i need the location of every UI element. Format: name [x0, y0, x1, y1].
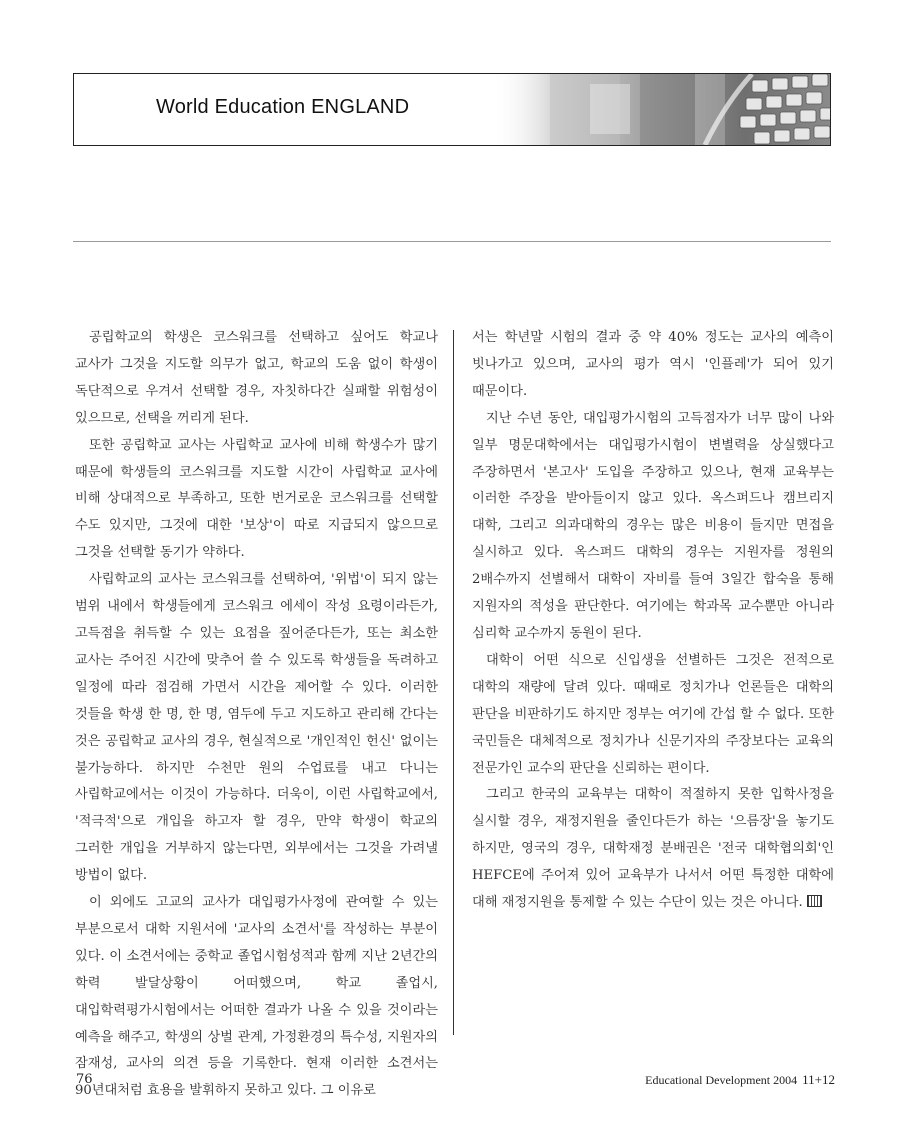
- paragraph: 지난 수년 동안, 대입평가시험의 고득점자가 너무 많이 나와 일부 명문대학에서는 대입평가시험이 변별력을 상실했다고 주장하면서 '본고사' 도입을 주장하고 있으나, 현재 교육부는 이러한 주장을 받아들이지 않고 있다. 옥스퍼드나 캠브리지 대학, 그리고 의과대학의 경우는 많은 비용이 들지만 면접을 실시하고 있다. 옥스퍼드 대학의 경우는 지원자를 정원의 2배수까지 선별해서 대학이 자비를 들여 3일간 합숙을 통해 지원자의 적성을 판단한다. 여기에는 학과목 교수뿐만 아니라 심리학 교수까지 동원이 된다.: [472, 410, 834, 641]
- right-column: [472, 325, 834, 917]
- paragraph: 공립학교의 학생은 코스워크를 선택하고 싶어도 학교나 교사가 그것을 지도할 의무가 없고, 학교의 도움 없이 학생이 독단적으로 우겨서 선택할 경우, 자칫하다간 실패할 위험성이 있으므로, 선택을 꺼리게 된다.: [75, 330, 438, 426]
- left-column: [75, 325, 438, 1105]
- column-divider: [453, 330, 454, 1035]
- paragraph: 또한 공립학교 교사는 사립학교 교사에 비해 학생수가 많기 때문에 학생들의 코스워크를 지도할 시간이 사립학교 교사에 비해 상대적으로 부족하고, 또한 번거로운 코스워크를 선택할 수도 있지만, 그것에 대한 '보상'이 따로 지급되지 않으므로 그것을 선택할 동기가 약하다.: [75, 437, 438, 561]
- final-paragraph: [472, 782, 834, 917]
- header-divider: [73, 241, 831, 242]
- journal-name: Educational Development 2004: [645, 1073, 798, 1087]
- paragraph: 이 외에도 고교의 교사가 대입평가사정에 관여할 수 있는 부분으로서 대학 지원서에 '교사의 소견서'를 작성하는 부분이 있다. 이 소견서에는 중학교 졸업시험성적과 함께 지난 2년간의 학력 발달상황이 어떠했으며, 학교 졸업시, 대입학력평가시험에서는 어떠한 결과가 나올 수 있을 것이라는 예측을 해주고, 학생의 상벌 관계, 가정환경의 특수성, 지원자의 잠재성, 교사의 의견 등을 기록한다. 현재 이러한 소견서는 90년대처럼 효용을 발휘하지 못하고 있다. 그 이유로: [75, 895, 438, 1099]
- header-keyboard-image: [490, 74, 830, 145]
- section-title: World Education ENGLAND: [156, 96, 410, 118]
- journal-footer: [645, 1072, 835, 1088]
- paragraph: 서는 학년말 시험의 결과 중 약 40% 정도는 교사의 예측이 빗나가고 있으며, 교사의 평가 역시 '인플레'가 되어 있기 때문이다.: [472, 330, 834, 399]
- end-of-article-icon: [807, 895, 822, 907]
- paragraph-text: 그리고 한국의 교육부는 대학이 적절하지 못한 입학사정을 실시할 경우, 재정지원을 줄인다든가 하는 '으름장'을 놓기도 하지만, 영국의 경우, 대학재정 분배권은 '전국 대학협의회'인 HEFCE에 주어져 있어 교육부가 나서서 어떤 특정한 대학에 대해 재정지원을 통제할 수 있는 수단이 있는 것은 아니다.: [472, 787, 834, 911]
- paragraph: 사립학교의 교사는 코스워크를 선택하여, '위법'이 되지 않는 범위 내에서 학생들에게 코스워크 에세이 작성 요령이라든가, 고득점을 취득할 수 있는 요점을 짚어준다든가, 또는 최소한 교사는 주어진 시간에 맞추어 쓸 수 있도록 학생들을 독려하고 일정에 따라 점검해 가면서 시간을 제어할 수 있다. 이러한 것들을 학생 한 명, 한 명, 염두에 두고 지도하고 관리해 간다는 것은 공립학교 교사의 경우, 현실적으로 '개인적인 헌신' 없이는 불가능하다. 하지만 수천만 원의 수업료를 내고 다니는 사립학교에서는 이것이 가능하다. 더욱이, 이런 사립학교에서, '적극적'으로 개입을 하고자 할 경우, 만약 학생이 학교의 그러한 개입을 거부하지 않는다면, 외부에서는 그것을 가려낼 방법이 없다.: [75, 572, 438, 884]
- section-header: [73, 73, 831, 146]
- paragraph: 대학이 어떤 식으로 신입생을 선별하든 그것은 전적으로 대학의 재량에 달려 있다. 때때로 정치가나 언론들은 대학의 판단을 비판하기도 하지만 정부는 여기에 간섭 할 수 없다. 또한 국민들은 대체적으로 정치가나 신문기자의 주장보다는 교육의 전문가인 교수의 판단을 신뢰하는 편이다.: [472, 652, 834, 776]
- issue-number: 11+12: [802, 1072, 835, 1087]
- page-number: 76: [76, 1072, 93, 1087]
